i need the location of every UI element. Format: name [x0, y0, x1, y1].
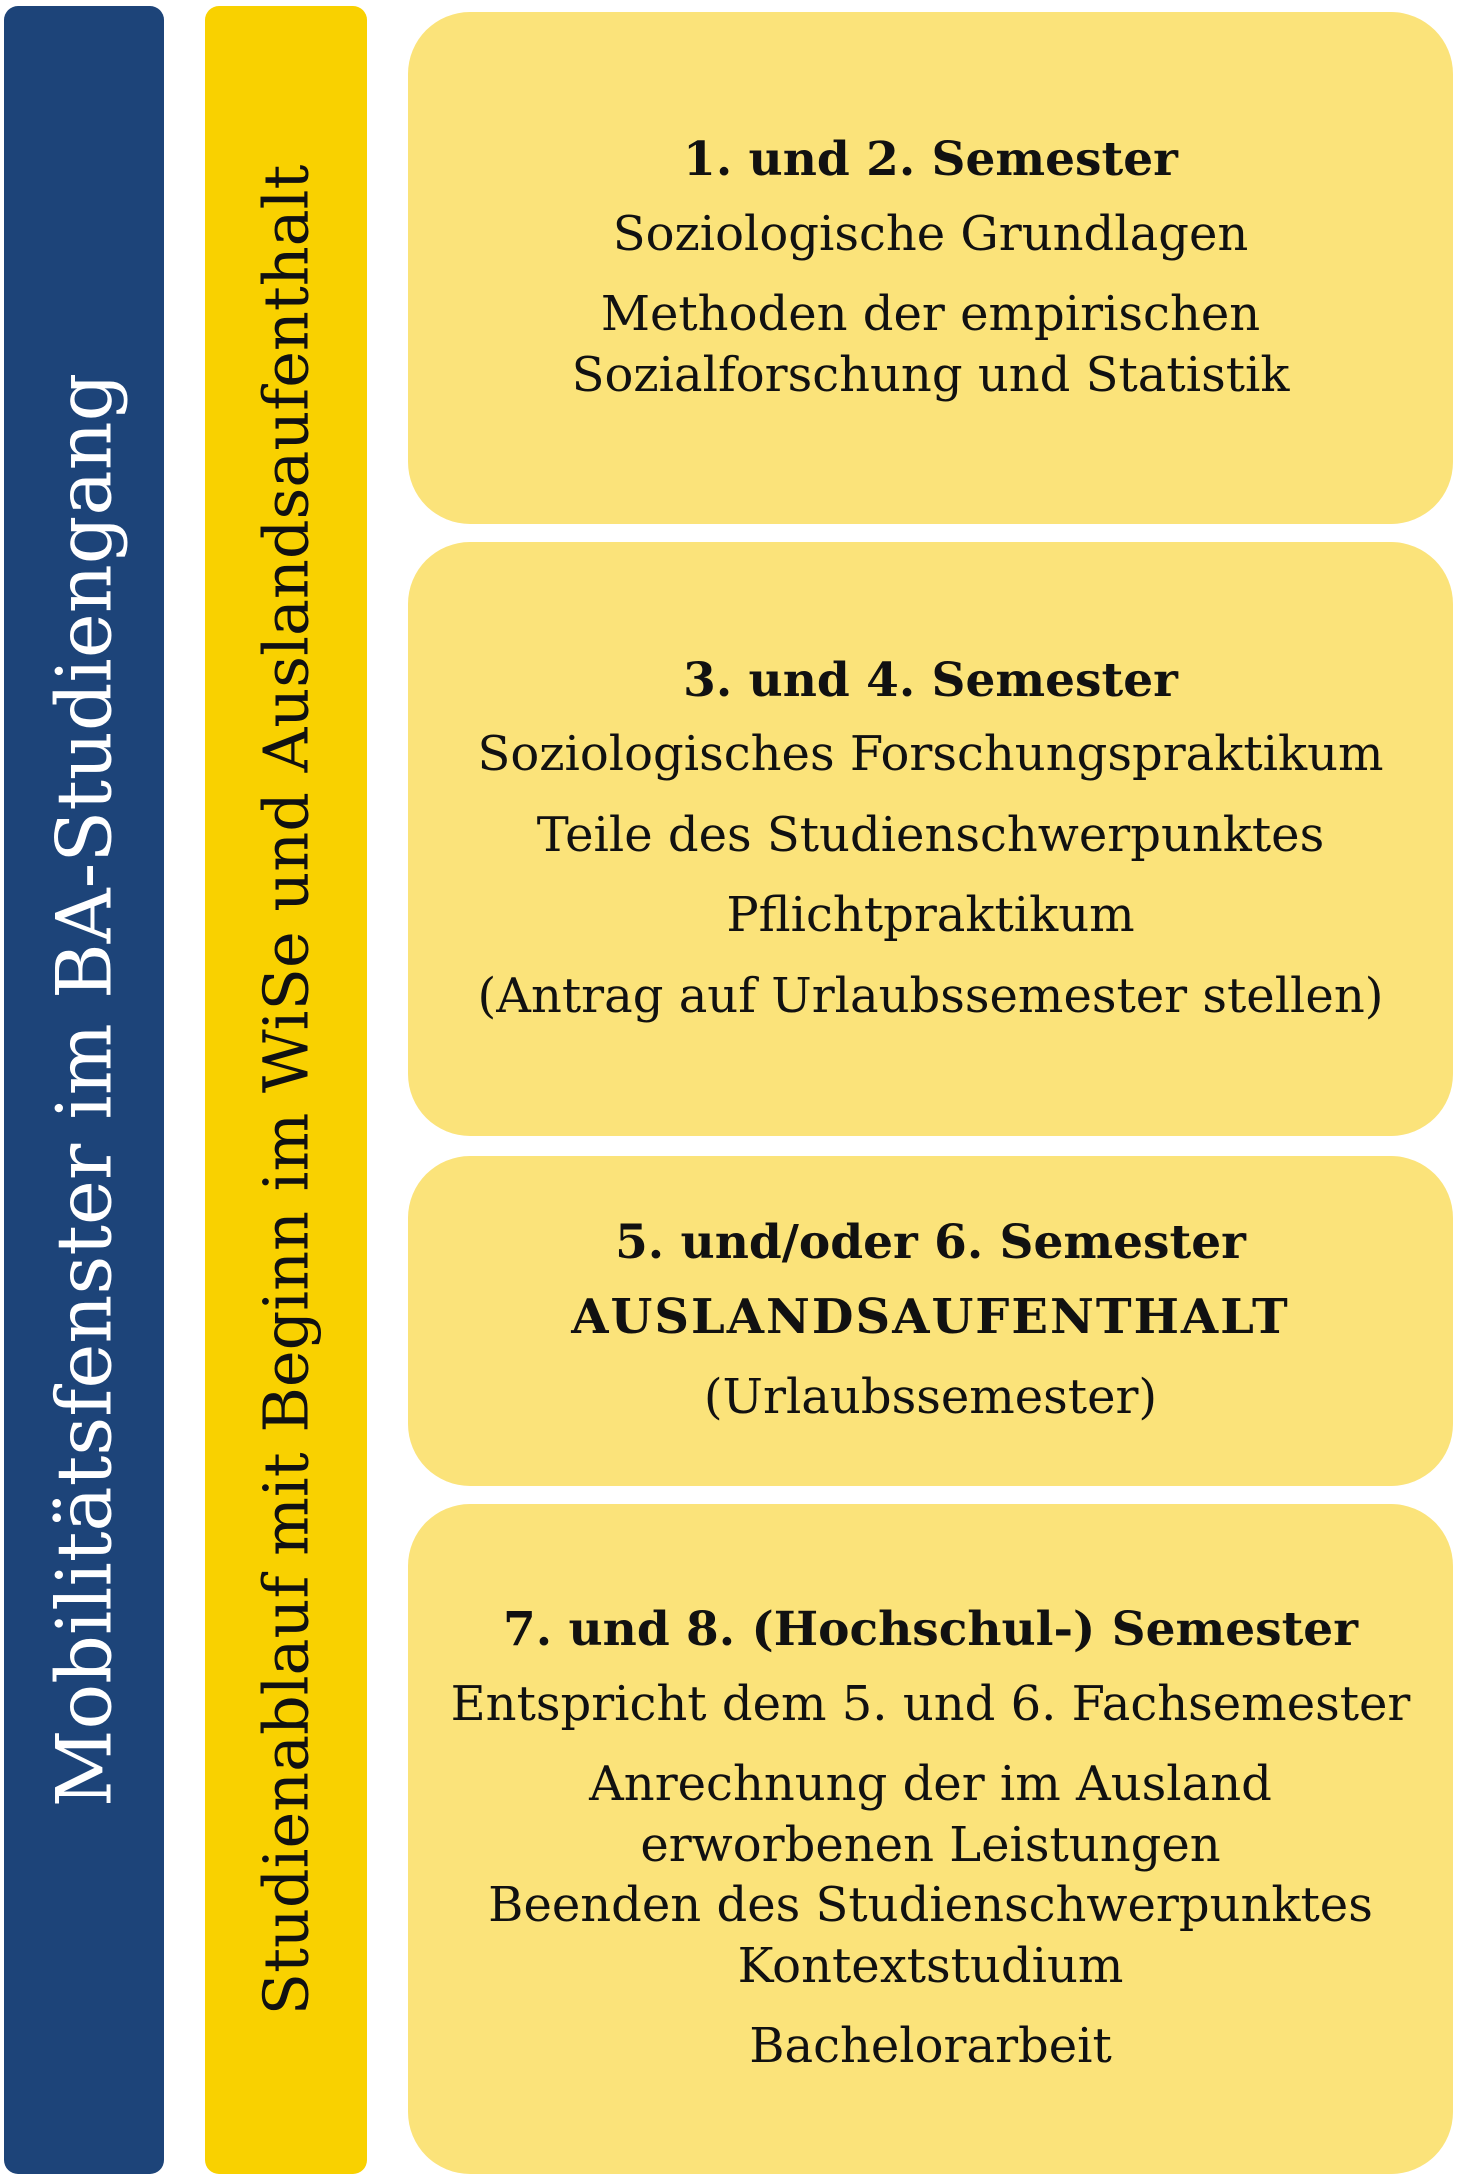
- semester-box-3-4: [408, 542, 1453, 1136]
- semester-item: Methoden der empirischen Sozialforschung und Statistik: [571, 286, 1290, 403]
- semester-item: Soziologisches Forschungspraktikum: [477, 726, 1384, 783]
- semester-box-1-2: [408, 12, 1453, 524]
- semester-item: Teile des Studienschwerpunktes: [536, 806, 1325, 863]
- semester-box-5-6: [408, 1156, 1453, 1486]
- semester-item: Bachelorarbeit: [749, 2018, 1112, 2075]
- blue-side-bar: [4, 6, 164, 2174]
- semester-heading: 1. und 2. Semester: [683, 131, 1178, 187]
- semester-item: Pflichtpraktikum: [726, 887, 1135, 944]
- semester-heading: 7. und 8. (Hochschul-) Semester: [503, 1602, 1358, 1658]
- semester-heading: 3. und 4. Semester: [683, 652, 1178, 708]
- semester-item: AUSLANDSAUFENTHALT: [571, 1288, 1290, 1345]
- yellow-side-bar: [205, 6, 367, 2174]
- semester-item: Entspricht dem 5. und 6. Fachsemester: [450, 1675, 1411, 1732]
- semester-box-7-8: [408, 1504, 1453, 2174]
- yellow-bar-label: Studienablauf mit Beginn im WiSe und Auslandsaufenthalt: [249, 164, 323, 2016]
- semester-item: Anrechnung der im Ausland erworbenen Leistungen: [589, 1756, 1272, 1873]
- semester-heading: 5. und/oder 6. Semester: [615, 1215, 1246, 1271]
- semester-item: (Antrag auf Urlaubssemester stellen): [477, 967, 1384, 1024]
- semester-item: Beenden des Studienschwerpunktes: [488, 1877, 1373, 1934]
- blue-bar-label: Mobilitätsfenster im BA-Studiengang: [39, 372, 129, 1808]
- semester-item: Soziologische Grundlagen: [612, 205, 1249, 262]
- semester-item: (Urlaubssemester): [703, 1369, 1158, 1426]
- semester-item: Kontextstudium: [737, 1937, 1124, 1994]
